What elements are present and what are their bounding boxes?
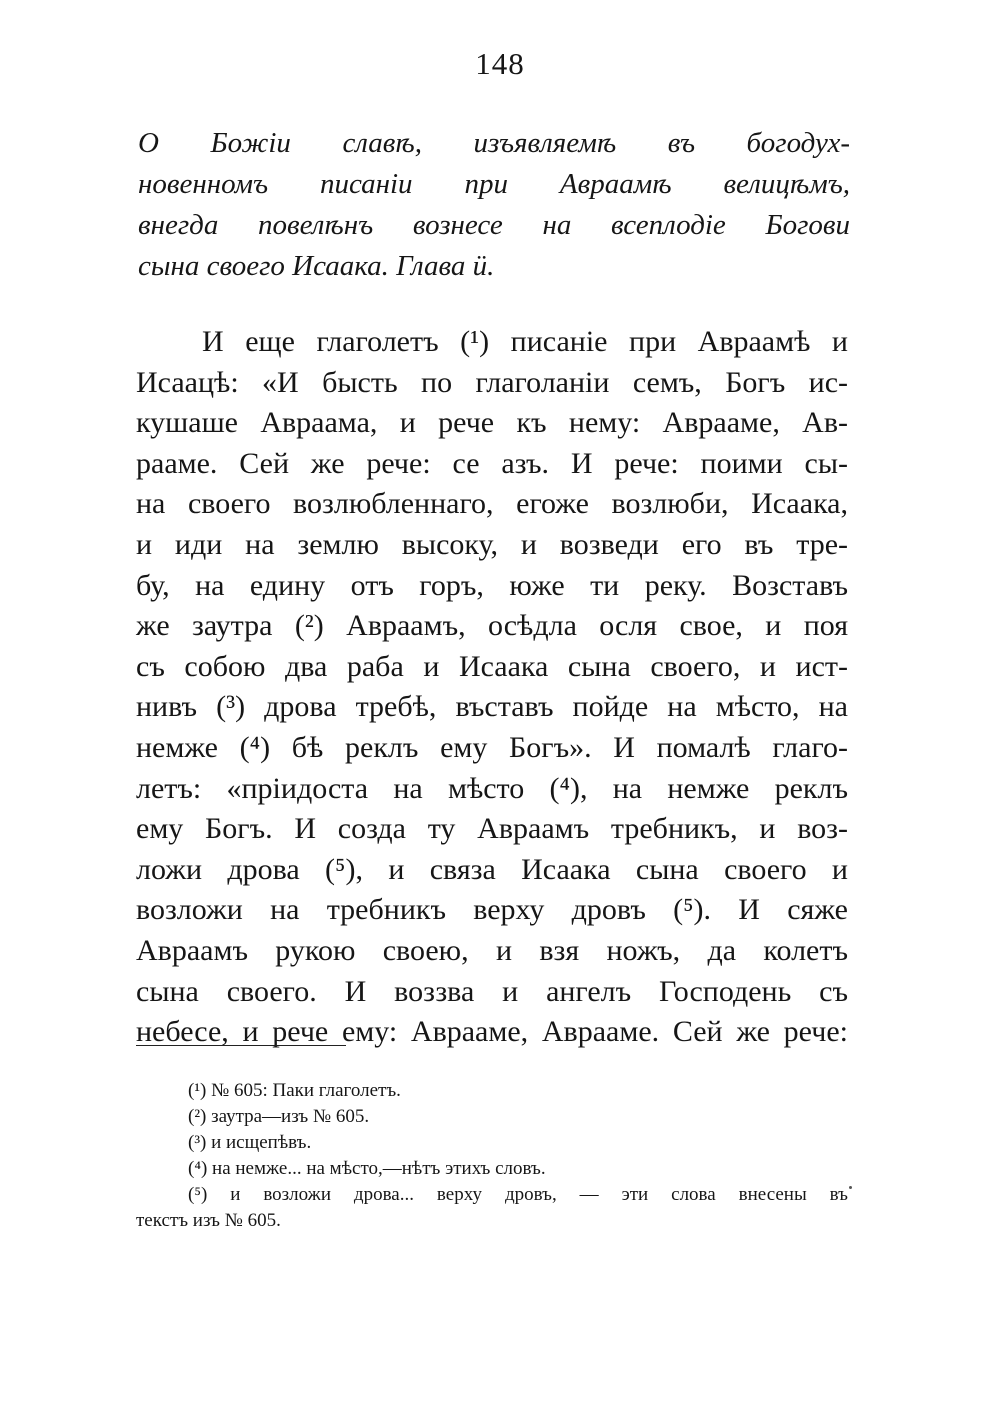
body-line: ему Богъ. И созда ту Авраамъ требникъ, и воз- bbox=[136, 812, 848, 846]
body-line: съ собою два раба и Исаака сына своего, и ист- bbox=[136, 649, 848, 683]
chapter-heading bbox=[138, 123, 850, 287]
heading-line: новенномъ писаніи при Авраамѣ велицѣмъ, bbox=[138, 168, 850, 200]
body-line: сына своего. И воззва и ангелъ Господень съ bbox=[136, 974, 848, 1008]
footnote-divider bbox=[136, 1045, 346, 1046]
body-text bbox=[136, 322, 848, 1053]
heading-line: О Божіи славѣ, изъявляемѣ въ богодух- bbox=[138, 127, 850, 159]
body-line: на своего возлюбленнаго, егоже возлюби, Исаака, bbox=[136, 487, 848, 521]
footnote: (²) заутра—изъ № 605. bbox=[188, 1106, 370, 1127]
footnote: (¹) № 605: Паки глаголетъ. bbox=[188, 1080, 401, 1101]
body-line: и иди на землю высоку, и возведи его въ тре- bbox=[136, 527, 848, 561]
footnote: (⁴) на немже... на мѣсто,—нѣтъ этихъ словъ. bbox=[188, 1158, 546, 1179]
body-line: ложи дрова (⁵), и связа Исаака сына своего и bbox=[136, 852, 848, 886]
footnote: (⁵) и возложи дрова... верху дровъ, — эти слова внесены въ bbox=[188, 1184, 848, 1205]
print-speck bbox=[849, 1186, 852, 1189]
body-line: Авраамъ рукою своею, и взя ножъ, да колетъ bbox=[136, 933, 848, 967]
body-line: Исаацѣ: «И бысть по глаголаніи семъ, Богъ ис- bbox=[136, 365, 848, 399]
body-line: рааме. Сей же рече: се азъ. И рече: поими сы- bbox=[136, 446, 848, 480]
page-number: 148 bbox=[475, 46, 525, 81]
footnotes bbox=[136, 1078, 848, 1234]
footnote: (³) и исщепѣвъ. bbox=[188, 1132, 312, 1153]
body-line: возложи на требникъ верху дровъ (⁵). И сяже bbox=[136, 893, 848, 927]
body-line: кушаше Авраама, и рече къ нему: Аврааме, Ав- bbox=[136, 406, 848, 440]
body-line: бу, на едину отъ горъ, юже ти реку. Возставъ bbox=[136, 568, 848, 602]
heading-line: сына своего Исаака. Глава ӥ. bbox=[138, 250, 495, 282]
heading-line: внегда повелѣнъ вознесе на всеплодіе Богови bbox=[138, 209, 850, 241]
body-line: немже (⁴) бѣ реклъ ему Богъ». И помалѣ глаго- bbox=[136, 730, 848, 764]
body-line: летъ: «пріидоста на мѣсто (⁴), на немже реклъ bbox=[136, 771, 848, 805]
body-line: И еще глаголетъ (¹) писаніе при Авраамѣ и bbox=[202, 325, 848, 358]
footnote-continuation: текстъ изъ № 605. bbox=[136, 1210, 281, 1231]
body-line: же заутра (²) Авраамъ, осѣдла осля свое, и поя bbox=[136, 609, 848, 643]
body-line: нивъ (³) дрова требѣ, въставъ пойде на мѣсто, на bbox=[136, 690, 848, 724]
body-line: небесе, и рече ему: Аврааме, Аврааме. Сей же рече: bbox=[136, 1015, 848, 1049]
